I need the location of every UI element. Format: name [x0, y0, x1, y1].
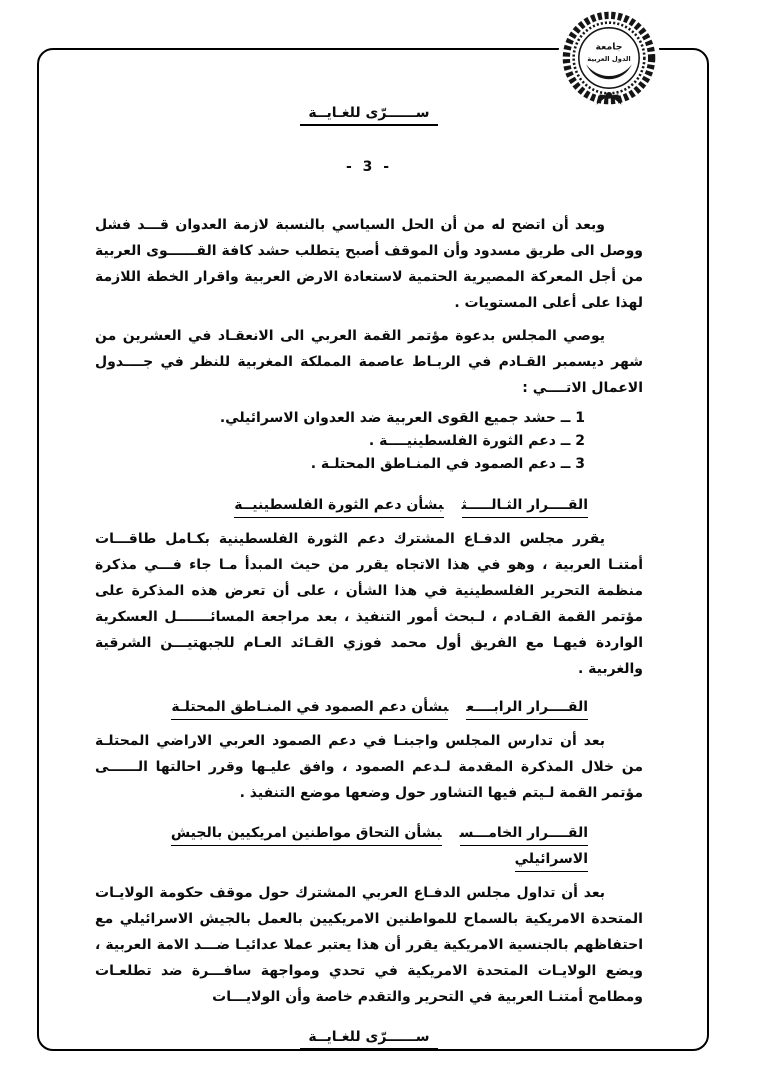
- decision-3-title: [95, 492, 643, 518]
- decision-4-subject: بشأن دعم الصمود في المنـاطق المحتلـة: [171, 699, 448, 720]
- decision-5-subject: بشأن التحاق مواطنين امريكيين بالجيش الاسرائيلي: [171, 825, 588, 872]
- seal-calligraphy-line2: الدول العربية: [587, 55, 631, 64]
- decision-3-subject: بشأن دعم الثورة الفلسطينيــة: [234, 497, 443, 518]
- arab-league-seal-graphic: [557, 6, 661, 110]
- decision-5-text: بعد أن تداول مجلس الدفـاع العربي المشترك حول موقف حكومة الولايـات المتحدة الامريكية بالسماح للمواطنين الامريكيين بالعمل بالجيش الاسرائيلي مع احتفاظهم بالجنسية الامريكية يقرر أن هذا يعتبر عملا عدائيـا ضـــد الامة العربية ، ويضع الولايـات المتحدة الامريكية في تحدي ومواجهة سافـــرة ضد تطلعـات ومطامح أمتنـا العربية في التحرير والتقدم خاصة وأن الولايـــات: [95, 885, 643, 1005]
- decision-5-number: القــــرار الخامـــس: [460, 825, 588, 846]
- agenda-item-3: 3 ــ دعم الصمود في المنـاطق المحتلـة .: [310, 456, 585, 472]
- classification-footer: [95, 1024, 643, 1050]
- decision-3-number: القــــرار الثـالـــــث: [462, 497, 588, 518]
- decision-4-title: [95, 694, 643, 720]
- classification-footer-text: ســــــرّى للغـايــة: [300, 1029, 437, 1050]
- decision-5-title: [95, 820, 643, 872]
- classification-header-text: ســــــرّى للغـايــة: [300, 105, 437, 126]
- seal-calligraphy-line1: جامعة: [595, 41, 623, 53]
- decision-3-text: يقرر مجلس الدفـاع المشترك دعم الثورة الفلسطينية بكـامل طاقـــات أمتنـا العربية ، وهو في هذا الاتجاه يقرر من حيث المبدأ مـا جاء فـــي مذكرة منظمة التحرير الفلسطينية في هذا الشأن ، على أن تعرض هذه المذكرة على مؤتمر القمة القـادم ، لـبحث أمور التنفيذ ، بعد مراجعة المسائـــــــل العسكرية الواردة فيهـا مع الفريق أول محمد فوزي القـائد العـام للجبهتيـــن الشرقية والغربية .: [95, 531, 643, 677]
- decision-4-number: القــــرار الرابــــع: [466, 699, 588, 720]
- agenda-item-1: 1 ــ حشد جميع القوى العربية ضد العدوان الاسرائيلي.: [219, 410, 585, 426]
- agenda-list: [95, 407, 643, 476]
- page-number: - 3 -: [345, 159, 393, 175]
- paragraph-summit-recommendation: يوصي المجلس بدعوة مؤتمر القمة العربي الى الانعقـاد في العشرين من شهر ديسمبر القـادم في الربـاط عاصمة المملكة المغربية للنظر في جــــدول الاعمال الاتــــي :: [95, 328, 643, 396]
- paragraph-political-solution: وبعد أن اتضح له من أن الحل السياسي بالنسبة لازمة العدوان قـــد فشل ووصل الى طريق مسدود وأن الموقف أصبح يتطلب حشد كافة القــــــوى العربية من أجل المعركة المصيرية الحتمية لاستعادة الارض العربية واقرار الخطة اللازمة لهذا على أعلى المستويات .: [95, 217, 643, 311]
- decision-4-text: بعد أن تدارس المجلس واجبنـا في دعم الصمود العربي الاراضي المحتلـة من خلال المذكرة المقدمة لـدعم الصمود ، وافق عليـها وقرر احالتها الــــــى مؤتمر القمة لـيتم فيها التشاور حول وضعها موضع التنفيذ .: [95, 733, 643, 801]
- classification-header: [95, 100, 643, 126]
- arab-league-seal-icon: [557, 6, 661, 110]
- document-content: [95, 100, 643, 1050]
- agenda-item-2: 2 ــ دعم الثورة الفلسطينيــــة .: [368, 433, 585, 449]
